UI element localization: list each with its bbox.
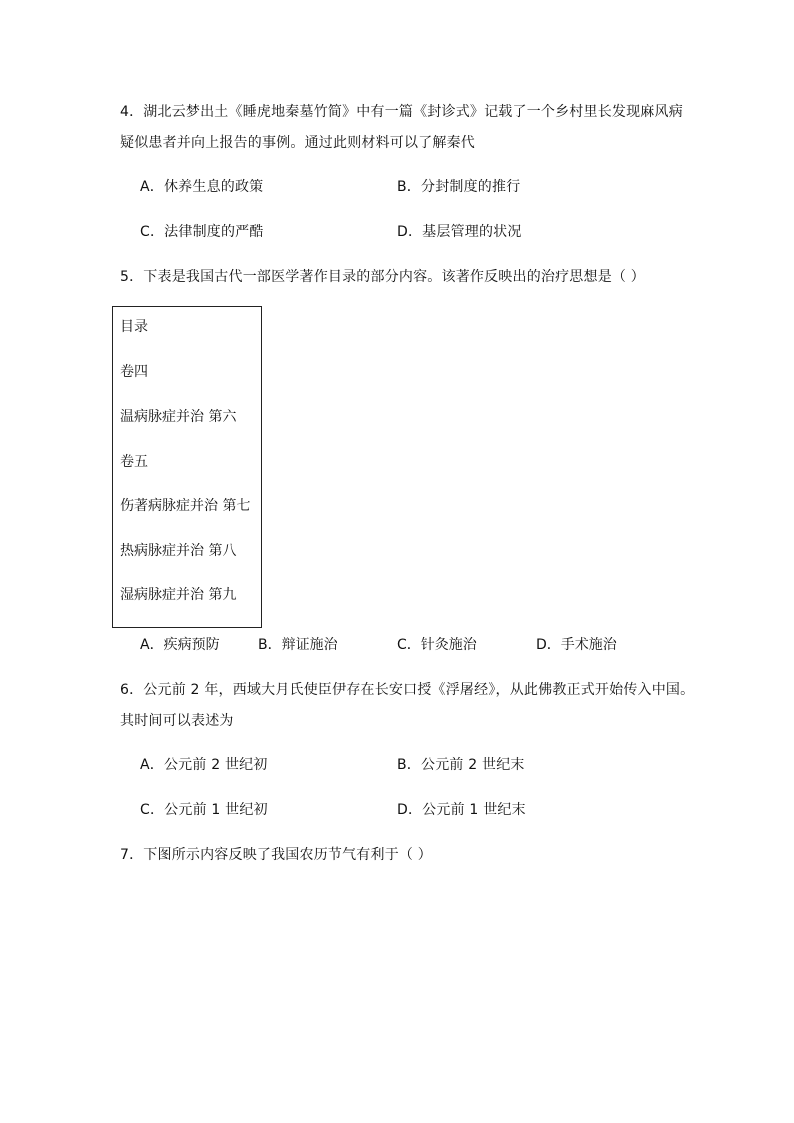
q5-table-of-contents	[112, 306, 262, 628]
toc-volume-4: 卷四	[120, 364, 148, 380]
q4-option-b[interactable]: B．分封制度的推行	[397, 179, 521, 195]
toc-chapter-6: 温病脉症并治 第六	[120, 409, 237, 425]
q5-option-a[interactable]: A．疾病预防	[140, 637, 220, 653]
q7-stem: 7．下图所示内容反映了我国农历节气有利于（ ）	[120, 847, 432, 863]
q4-option-a[interactable]: A．休养生息的政策	[140, 179, 264, 195]
toc-chapter-8: 热病脉症并治 第八	[120, 543, 237, 559]
q6-option-a[interactable]: A．公元前 2 世纪初	[140, 757, 268, 773]
q4-option-c[interactable]: C．法律制度的严酷	[140, 224, 264, 240]
q6-stem-line2: 其时间可以表述为	[120, 713, 234, 729]
toc-title: 目录	[120, 319, 148, 335]
toc-volume-5: 卷五	[120, 454, 148, 470]
q5-stem: 5．下表是我国古代一部医学著作目录的部分内容。该著作反映出的治疗思想是（ ）	[120, 269, 645, 285]
q5-option-b[interactable]: B．辩证施治	[258, 637, 338, 653]
q5-option-c[interactable]: C．针灸施治	[397, 637, 477, 653]
q5-option-d[interactable]: D．手术施治	[536, 637, 617, 653]
toc-chapter-9: 湿病脉症并治 第九	[120, 587, 237, 603]
q4-option-d[interactable]: D．基层管理的状况	[397, 224, 522, 240]
q6-stem-line1: 6．公元前 2 年，西域大月氏使臣伊存在长安口授《浮屠经》，从此佛教正式开始传入中国。	[120, 682, 695, 698]
q4-stem-line1: 4．湖北云梦出土《睡虎地秦墓竹简》中有一篇《封诊式》记载了一个乡村里长发现麻风病	[120, 104, 683, 120]
q4-stem-line2: 疑似患者并向上报告的事例。通过此则材料可以了解秦代	[120, 135, 475, 151]
q6-option-b[interactable]: B．公元前 2 世纪末	[397, 757, 525, 773]
q6-option-c[interactable]: C．公元前 1 世纪初	[140, 802, 268, 818]
toc-chapter-7: 伤著病脉症并治 第七	[120, 498, 251, 514]
q6-option-d[interactable]: D．公元前 1 世纪末	[397, 802, 526, 818]
